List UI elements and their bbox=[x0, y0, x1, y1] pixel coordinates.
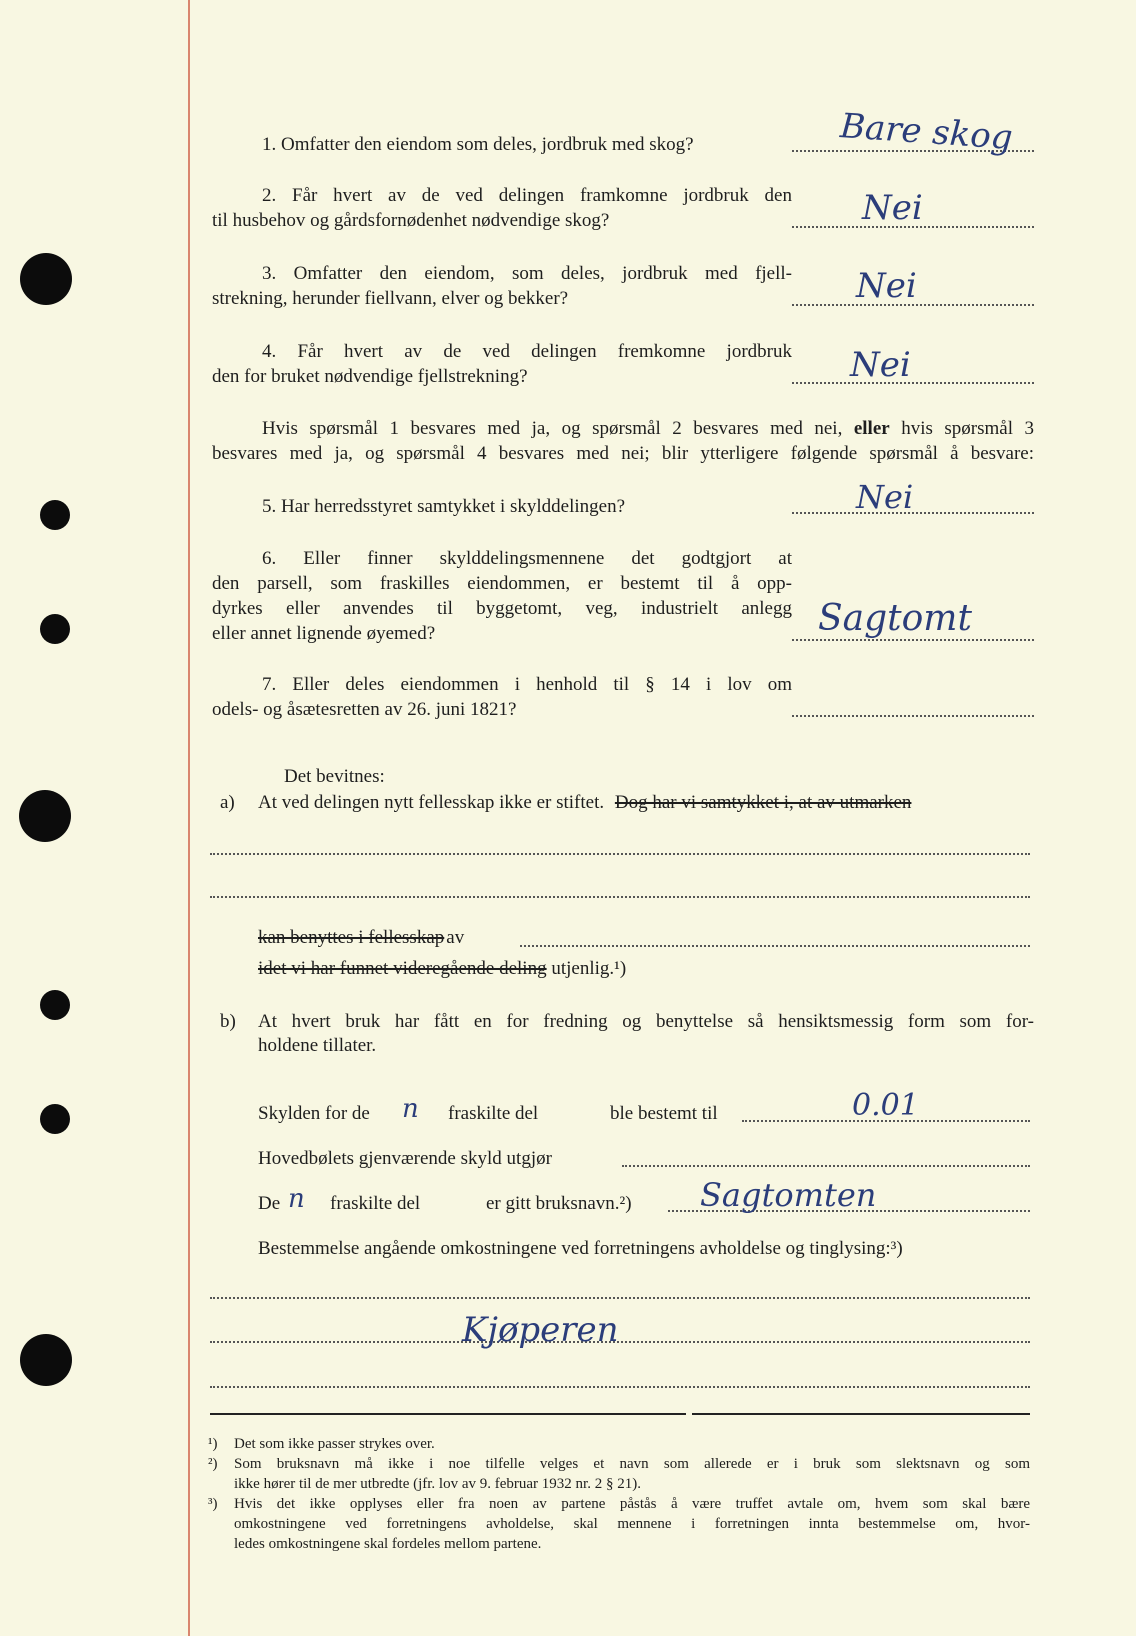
note-text: hvis spørsmål 3 bbox=[889, 418, 1034, 439]
item-a-text bbox=[258, 791, 911, 815]
item-a-statement: At ved delingen nytt fellesskap ikke er stiftet. bbox=[258, 792, 605, 813]
skyld-label: fraskilte del bbox=[448, 1103, 539, 1124]
footnote-3-line-3: ledes omkostningene skal fordeles mellom partene. bbox=[234, 1536, 542, 1552]
answer-line-6 bbox=[792, 639, 1034, 641]
skyld-label: Skylden for de bbox=[258, 1103, 370, 1124]
attestation-intro: Det bevitnes: bbox=[284, 766, 385, 787]
footnote-1: Det som ikke passer strykes over. bbox=[234, 1436, 435, 1452]
answer-4: Nei bbox=[850, 345, 911, 385]
binder-hole bbox=[40, 1104, 70, 1134]
answer-6: Sagtomt bbox=[818, 598, 972, 639]
binder-hole bbox=[40, 614, 70, 644]
question-6-line-1: 6. Eller finner skylddelingsmennene det godtgjort at bbox=[262, 548, 792, 569]
struck-text: idet vi har funnet videregående deling bbox=[258, 958, 547, 979]
question-7-line-2: odels- og åsætesretten av 26. juni 1821? bbox=[212, 699, 517, 720]
bruk-label: fraskilte del bbox=[330, 1193, 421, 1214]
answer-2: Nei bbox=[862, 188, 923, 228]
conditional-note-line-2: besvares med ja, og spørsmål 4 besvares med nei; blir ytterligere følgende spørsmål å besvare: bbox=[212, 443, 1034, 464]
answer-1: Bare skog bbox=[838, 106, 1014, 158]
answer-3: Nei bbox=[856, 266, 917, 306]
question-4-line-1: 4. Får hvert av de ved delingen fremkomne jordbruk bbox=[262, 341, 792, 362]
bruk-value: Sagtomten bbox=[700, 1176, 877, 1214]
question-7-line-1: 7. Eller deles eiendommen i henhold til § 14 i lov om bbox=[262, 674, 792, 695]
question-6-line-4: eller annet lignende øyemed? bbox=[212, 623, 436, 644]
hoved-line bbox=[622, 1165, 1030, 1167]
binder-hole bbox=[19, 790, 71, 842]
blank-line bbox=[210, 1297, 1030, 1299]
question-6-line-2: den parsell, som fraskilles eiendommen, er bestemt til å opp- bbox=[212, 573, 792, 594]
binder-hole bbox=[20, 1334, 72, 1386]
question-3-line-1: 3. Omfatter den eiendom, som deles, jordbruk med fjell- bbox=[262, 263, 792, 284]
answer-5: Nei bbox=[856, 478, 914, 516]
question-4-line-2: den for bruket nødvendige fjellstrekning? bbox=[212, 366, 528, 387]
footnote-separator bbox=[210, 1413, 686, 1415]
kost-line bbox=[210, 1341, 1030, 1343]
blank-line bbox=[210, 896, 1030, 898]
blank-line bbox=[210, 853, 1030, 855]
struck-line-2 bbox=[258, 957, 626, 981]
item-a-struck-text: Dog har vi samtykket i, at av utmarken bbox=[614, 792, 912, 813]
struck-line-2-end: utjenlig.¹) bbox=[551, 958, 627, 979]
item-b-line-2: holdene tillater. bbox=[258, 1035, 377, 1056]
bruk-label: er gitt bruksnavn.²) bbox=[486, 1193, 632, 1214]
skyld-value: 0.01 bbox=[852, 1088, 919, 1123]
blank-line bbox=[520, 945, 1030, 947]
item-b-line-1: At hvert bruk har fått en for fredning og benyttelse så hensiktsmessig form som for- bbox=[258, 1011, 1034, 1032]
bruk-handwritten-n: n bbox=[288, 1184, 305, 1214]
question-6-line-3: dyrkes eller anvendes til byggetomt, veg, industrielt anlegg bbox=[212, 598, 792, 619]
answer-line-7 bbox=[792, 715, 1034, 717]
conditional-note-line-1 bbox=[262, 417, 1034, 442]
item-a-marker: a) bbox=[220, 792, 235, 813]
footnote-separator bbox=[692, 1413, 1030, 1415]
skyld-label: ble bestemt til bbox=[610, 1103, 718, 1124]
question-5: 5. Har herredsstyret samtykket i skylddelingen? bbox=[262, 496, 626, 517]
footnote-marker: ³) bbox=[208, 1496, 218, 1512]
footnote-marker: ¹) bbox=[208, 1436, 218, 1452]
footnote-3-line-2: omkostningene ved forretningens avholdelse, skal mennene i forretningen innta bestemmelse om, hvor- bbox=[234, 1516, 1030, 1532]
kost-value: Kjøperen bbox=[462, 1310, 619, 1350]
struck-text: kan benyttes i fellesskap bbox=[258, 927, 445, 948]
hoved-label: Hovedbølets gjenværende skyld utgjør bbox=[258, 1148, 552, 1169]
bruk-label: De bbox=[258, 1193, 281, 1214]
footnote-marker: ²) bbox=[208, 1456, 218, 1472]
margin-line bbox=[188, 0, 190, 1636]
footnote-2-line-1: Som bruksnavn må ikke i noe tilfelle velges et navn som allerede er i bruk som slektsnavn og som bbox=[234, 1456, 1030, 1472]
binder-hole bbox=[20, 253, 72, 305]
struck-line-1-av: av bbox=[446, 927, 465, 948]
binder-hole bbox=[40, 990, 70, 1020]
struck-line-1 bbox=[258, 926, 464, 950]
question-2-line-1: 2. Får hvert av de ved delingen framkomne jordbruk den bbox=[262, 185, 792, 206]
footnote-3-line-1: Hvis det ikke opplyses eller fra noen av partene påstås å være truffet avtale om, hvem som skal bære bbox=[234, 1496, 1030, 1512]
blank-line bbox=[210, 1386, 1030, 1388]
binder-hole bbox=[40, 500, 70, 530]
answer-line-4 bbox=[792, 382, 1034, 384]
skyld-handwritten-n: n bbox=[402, 1094, 419, 1124]
item-b-marker: b) bbox=[220, 1011, 236, 1032]
kost-label: Bestemmelse angående omkostningene ved forretningens avholdelse og tinglysing:³) bbox=[258, 1238, 903, 1259]
note-bold: eller bbox=[853, 418, 890, 439]
question-1: 1. Omfatter den eiendom som deles, jordbruk med skog? bbox=[262, 134, 694, 155]
question-3-line-2: strekning, herunder fiellvann, elver og bekker? bbox=[212, 288, 569, 309]
footnote-2-line-2: ikke hører til de mer utbredte (jfr. lov av 9. februar 1932 nr. 2 § 21). bbox=[234, 1476, 641, 1492]
question-2-line-2: til husbehov og gårdsfornødenhet nødvendige skog? bbox=[212, 210, 610, 231]
note-text: Hvis spørsmål 1 besvares med ja, og spørsmål 2 besvares med nei, bbox=[262, 418, 854, 439]
